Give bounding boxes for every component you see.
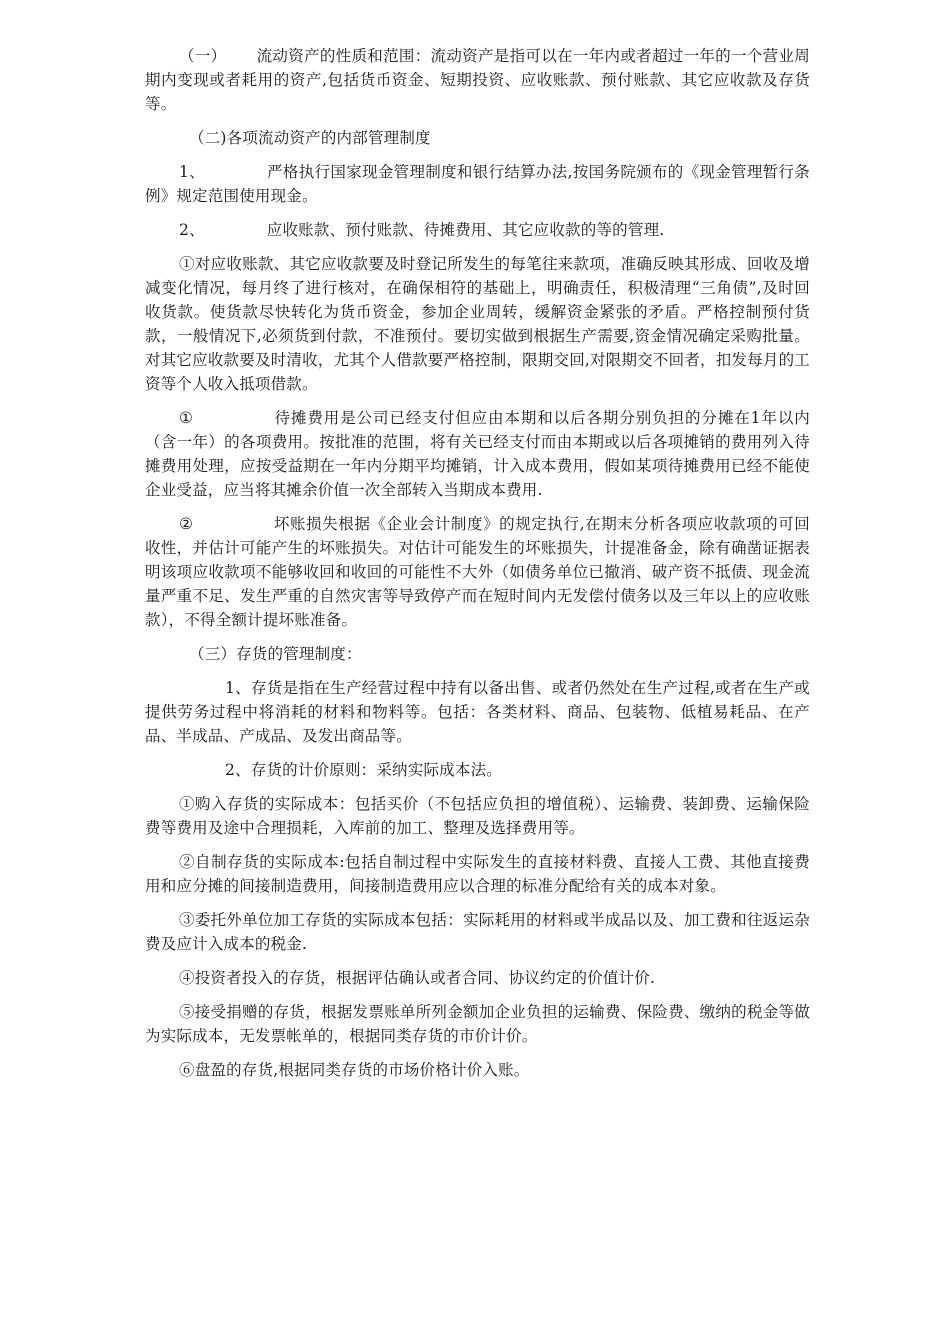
paragraph-investor-inventory: ④投资者投入的存货，根据评估确认或者合同、协议约定的价值计价. [179, 969, 656, 987]
section-number-1: （一） [179, 47, 227, 65]
circled-number-2: ② [179, 515, 194, 533]
paragraph-surplus-inventory: ⑥盘盈的存货,根据同类存货的市场价格计价入账。 [179, 1061, 530, 1079]
paragraph-receivables-heading [145, 218, 810, 242]
paragraph-text: 待摊费用是公司已经支付但应由本期和以后各期分别负担的分摊在1年以内（含一年）的各项费用。按批准的范围，将有关已经支付而由本期或以后各项摊销的费用列入待摊费用处理，应按受益期在一年内分期平均摊销，计入成本费用，假如某项待摊费用已经不能使企业受益，应当将其摊余价值一次全部转入当期成本费用. [145, 409, 810, 499]
paragraph-outsourced-processing: ③委托外单位加工存货的实际成本包括：实际耗用的材料或半成品以及、加工费和往返运杂费及应计入成本的税金. [145, 911, 810, 953]
paragraph-prepaid-expenses [145, 406, 810, 502]
circled-number-1: ① [179, 409, 194, 427]
heading-inventory-management: （三）存货的管理制度： [189, 645, 362, 663]
paragraph-text: 应收账款、预付账款、待摊费用、其它应收款的等的管理. [266, 221, 665, 239]
paragraph-cash-management [145, 160, 810, 208]
paragraph-inventory-valuation: 2、存货的计价原则：采纳实际成本法。 [225, 761, 502, 779]
paragraph-text: 流动资产的性质和范围：流动资产是指可以在一年内或者超过一年的一个营业周期内变现或者耗用的资产,包括货币资金、短期投资、应收账款、预付账款、其它应收款及存货等。 [145, 47, 810, 113]
paragraph-text: 严格执行国家现金管理制度和银行结算办法,按国务院颁布的《现金管理暂行条例》规定范围使用现金。 [145, 163, 810, 205]
paragraph-text: 坏账损失根据《企业会计制度》的规定执行,在期末分析各项应收款项的可回收性，并估计可能产生的坏账损失。对估计可能发生的坏账损失，计提准备金，除有确凿证据表明该项应收款项不能够收回和收回的可能性不大外（如债务单位已撤消、破产资不抵债、现金流量严重不足、发生严重的自然灾害等导致停产而在短时间内无发偿付债务以及三年以上的应收账款），不得全额计提坏账准备。 [145, 515, 810, 629]
paragraph-inventory-definition: 1、存货是指在生产经营过程中持有以备出售、或者仍然处在生产过程,或者在生产或提供劳务过程中将消耗的材料和物料等。包括：各类材料、商品、包装物、低植易耗品、在产品、半成品、产成品、及发出商品等。 [145, 679, 810, 745]
paragraph-receivables: ①对应收账款、其它应收款要及时登记所发生的每笔往来款项，准确反映其形成、回收及增减变化情况，每月终了进行核对，在确保相符的基础上，明确责任，积极清理“三角债”,及时回收货款。使货款尽快转化为货币资金，参加企业周转，缓解资金紧张的矛盾。严格控制预付货款，一般情况下,必须货到付款，不准预付。要切实做到根据生产需要,资金情况确定采购批量。对其它应收款要及时清收，尤其个人借款要严格控制，限期交回,对限期交不回者，扣发每月的工资等个人收入抵项借款。 [145, 255, 810, 393]
paragraph-purchased-inventory: ①购入存货的实际成本：包括买价（不包括应负担的增值税）、运输费、装卸费、运输保险费等费用及途中合理损耗，入库前的加工、整理及选择费用等。 [145, 795, 810, 837]
paragraph-self-made-inventory: ②自制存货的实际成本:包括自制过程中实际发生的直接材料费、直接人工费、其他直接费用和应分摊的间接制造费用，间接制造费用应以合理的标准分配给有关的成本对象。 [145, 853, 810, 895]
heading-internal-management: （二)各项流动资产的内部管理制度 [189, 129, 431, 147]
paragraph-bad-debts [145, 512, 810, 632]
item-number-2: 2、 [179, 221, 205, 239]
paragraph-current-assets-nature [145, 44, 810, 116]
item-number-1: 1、 [179, 163, 205, 181]
document-body [145, 44, 810, 1092]
paragraph-donated-inventory: ⑤接受捐赠的存货，根据发票账单所列金额加企业负担的运输费、保险费、缴纳的税金等做为实际成本，无发票帐单的，根据同类存货的市价计价。 [145, 1003, 810, 1045]
